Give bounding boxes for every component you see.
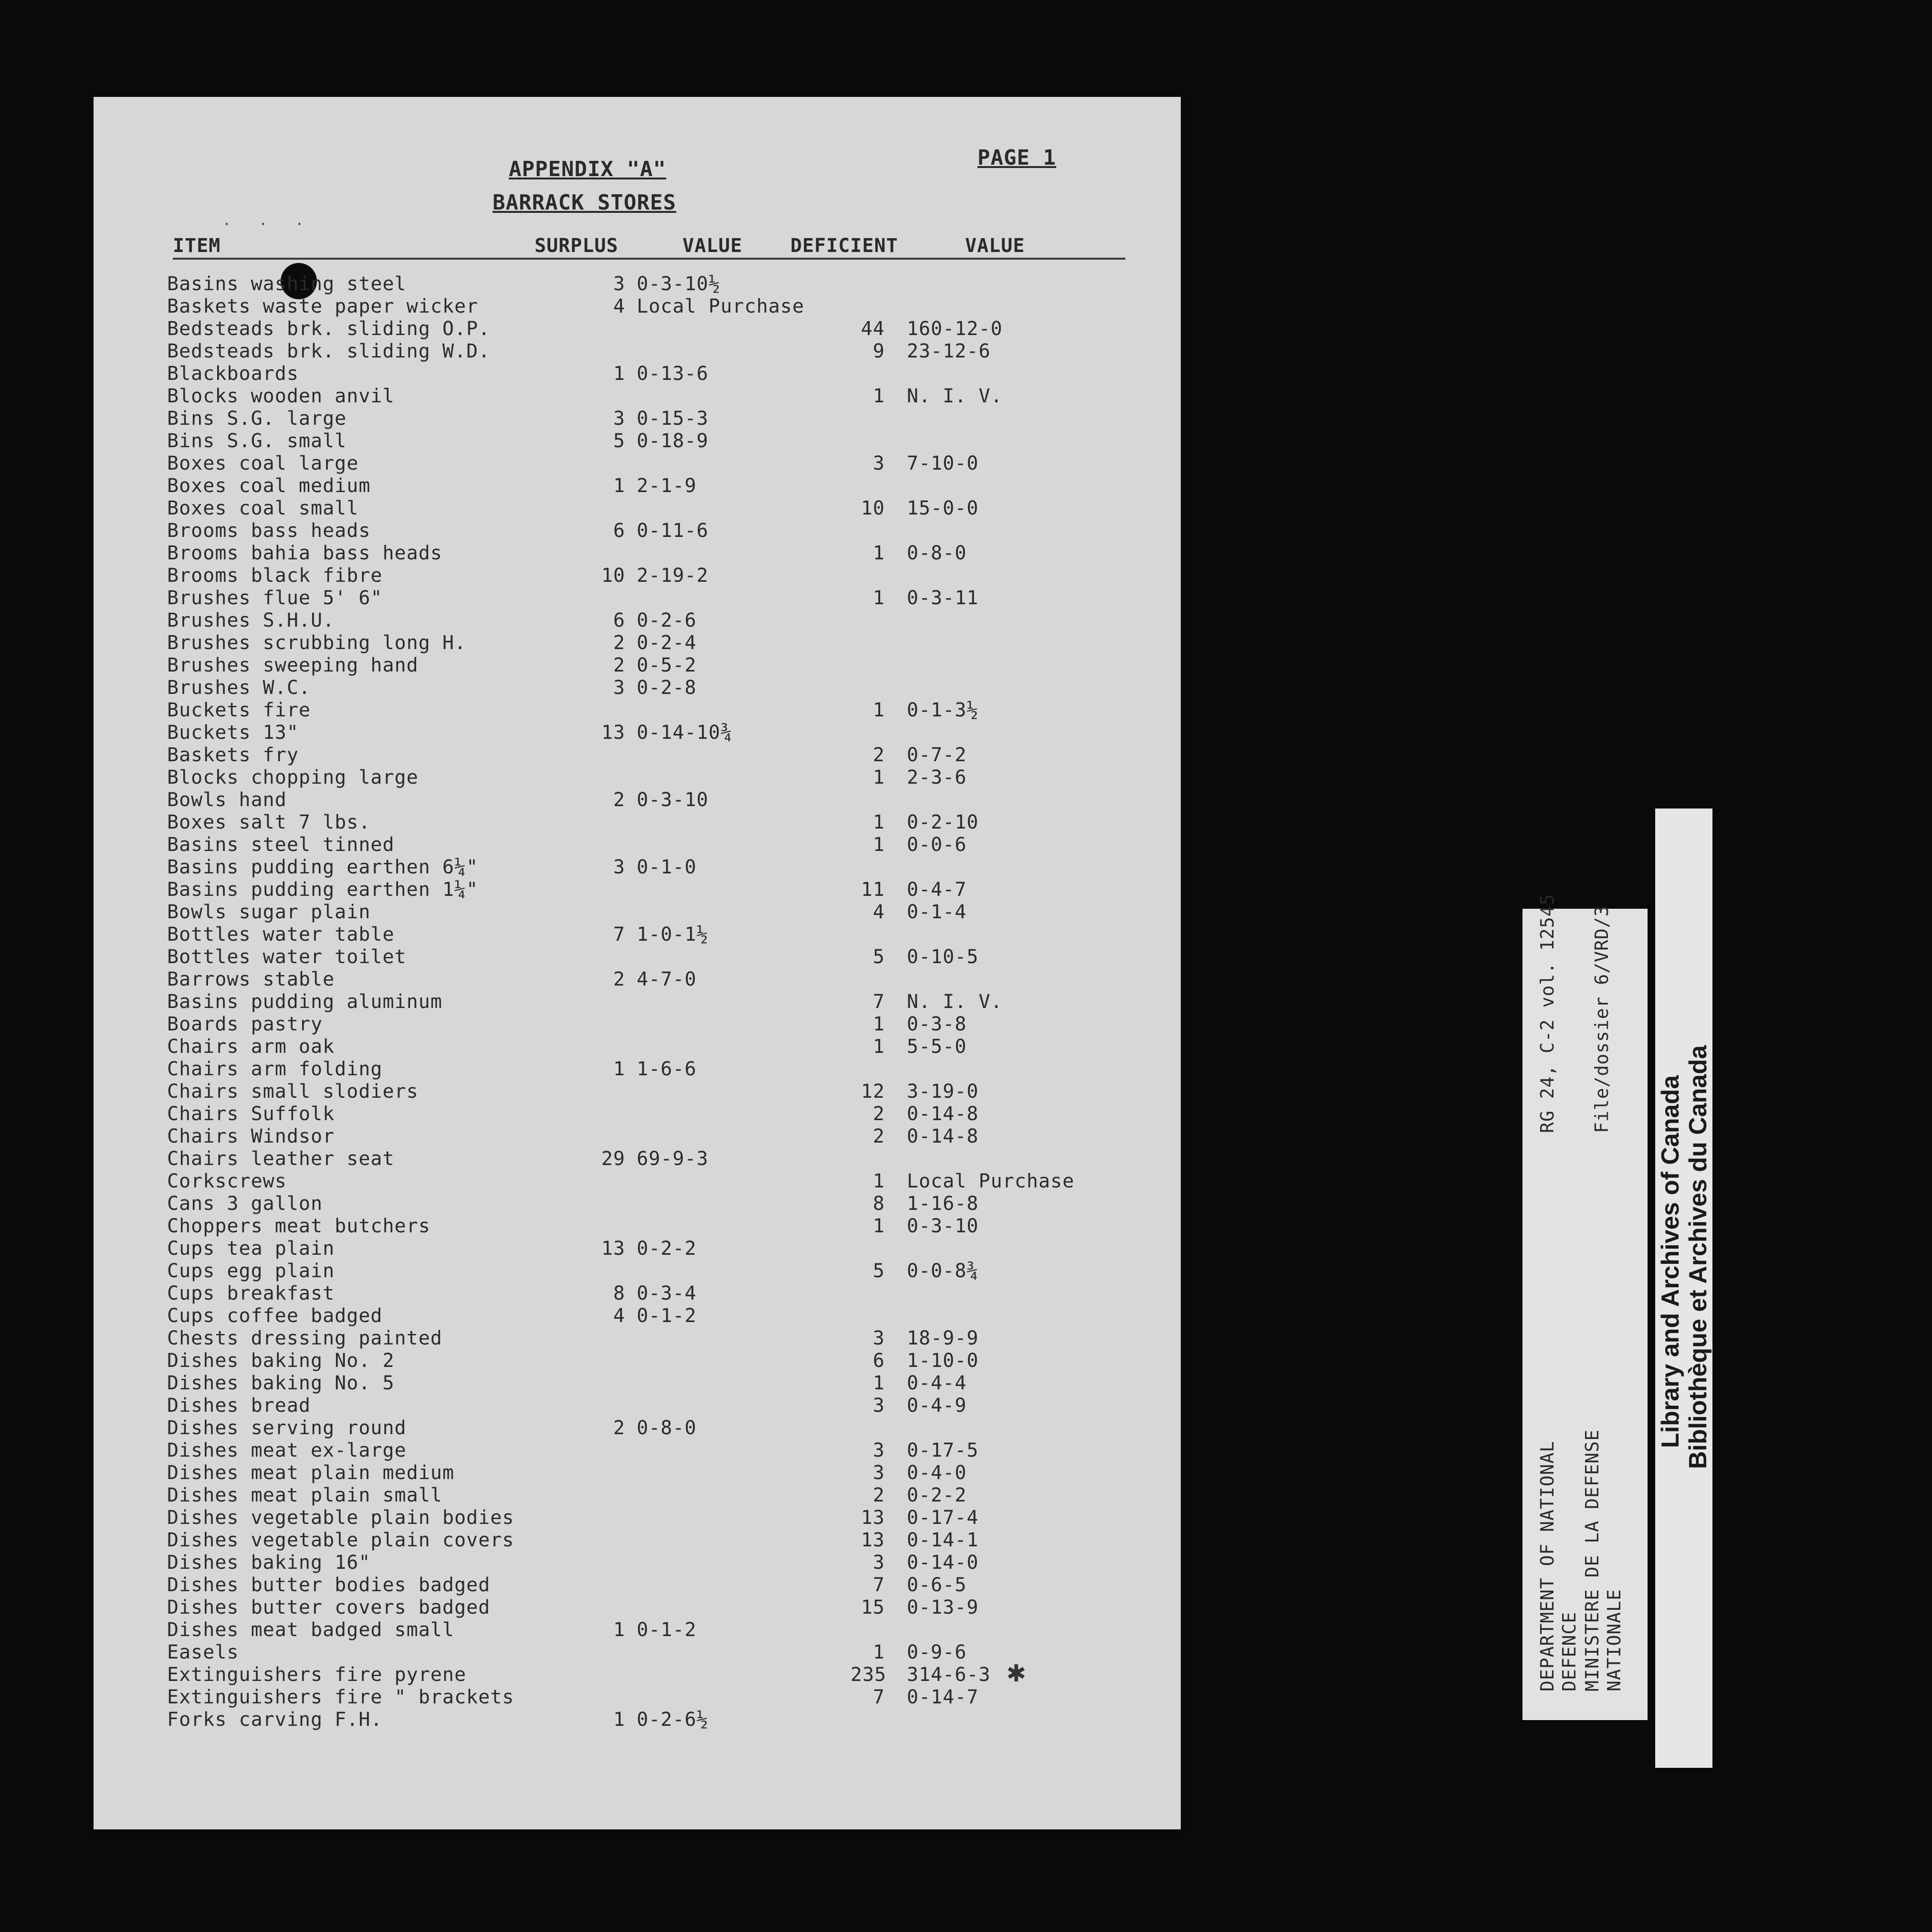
row-surplus-value: 0-11-6 (637, 520, 709, 542)
row-surplus: 3 (613, 856, 625, 878)
row-item: Choppers meat butchers (167, 1215, 430, 1237)
row-deficient: 1 (872, 1013, 885, 1035)
row-deficient-value: 0-9-6 (907, 1641, 967, 1663)
table-row (0, 1282, 1181, 1305)
table-row (0, 677, 1181, 699)
row-surplus-value: 1-0-1½ (637, 924, 709, 945)
column-header-deficient-value: VALUE (965, 235, 1025, 257)
row-deficient: 7 (872, 1686, 885, 1708)
department-line1: DEPARTMENT OF NATIONAL (1537, 1440, 1558, 1691)
row-surplus-value: 0-2-6½ (637, 1709, 709, 1731)
row-surplus: 1 (613, 1709, 625, 1731)
table-row (0, 1709, 1181, 1731)
table-row (0, 587, 1181, 609)
row-item: Forks carving F.H. (167, 1709, 383, 1731)
table-row (0, 1529, 1181, 1552)
table-row (0, 1036, 1181, 1058)
table-row (0, 1170, 1181, 1193)
reference-line2: File/dossier 6/VRD/3 (1591, 905, 1612, 1133)
table-row (0, 1596, 1181, 1619)
table-row (0, 1664, 1181, 1686)
row-deficient: 3 (872, 1462, 885, 1484)
table-row (0, 699, 1181, 722)
row-deficient-value: 160-12-0 (907, 318, 1003, 340)
table-row (0, 1619, 1181, 1641)
row-deficient: 1 (872, 587, 885, 609)
row-surplus-value: 0-2-8 (637, 677, 697, 699)
row-deficient: 2 (872, 1103, 885, 1125)
row-surplus-value: 2-19-2 (637, 565, 709, 587)
row-surplus-value: 0-2-4 (637, 632, 697, 654)
row-deficient: 4 (872, 901, 885, 923)
row-deficient-value: 0-4-7 (907, 879, 967, 901)
row-surplus-value: 1-6-6 (637, 1058, 697, 1080)
row-deficient: 235 (850, 1664, 887, 1686)
row-item: Bottles water toilet (167, 946, 407, 968)
row-item: Dishes meat plain small (167, 1484, 442, 1506)
row-surplus: 10 (601, 565, 625, 587)
paper-specks: · · · (222, 216, 314, 233)
row-item: Basins steel tinned (167, 834, 395, 856)
row-item: Bedsteads brk. sliding O.P. (167, 318, 491, 340)
table-row (0, 1439, 1181, 1462)
row-item: Bins S.G. large (167, 408, 347, 430)
row-item: Chairs arm oak (167, 1036, 335, 1058)
row-surplus: 5 (613, 430, 625, 452)
row-deficient-value: 1-10-0 (907, 1350, 979, 1372)
library-name-en: Library and Archives of Canada (1657, 1075, 1684, 1448)
row-surplus: 1 (613, 1058, 625, 1080)
row-deficient-value: 0-4-0 (907, 1462, 967, 1484)
row-deficient-value: 0-2-2 (907, 1484, 967, 1506)
row-item: Baskets fry (167, 744, 299, 766)
table-row (0, 901, 1181, 924)
table-row (0, 722, 1181, 744)
row-item: Chairs leather seat (167, 1148, 395, 1170)
row-item: Brushes scrubbing long H. (167, 632, 467, 654)
row-item: Bins S.G. small (167, 430, 347, 452)
row-deficient: 15 (861, 1596, 885, 1618)
row-item: Cups egg plain (167, 1260, 335, 1282)
row-deficient: 2 (872, 744, 885, 766)
row-surplus: 6 (613, 609, 625, 631)
row-deficient: 3 (872, 1439, 885, 1461)
row-surplus-value: 0-8-0 (637, 1417, 697, 1439)
column-header-surplus: SURPLUS (535, 235, 619, 257)
row-item: Dishes baking No. 2 (167, 1350, 395, 1372)
table-row (0, 1641, 1181, 1664)
row-deficient-value: N. I. V. (907, 385, 1003, 407)
row-item: Dishes bread (167, 1395, 311, 1417)
row-deficient-value: 0-4-9 (907, 1395, 967, 1417)
row-deficient-value: 0-14-8 (907, 1125, 979, 1147)
row-deficient-value: 0-7-2 (907, 744, 967, 766)
row-deficient: 10 (861, 497, 885, 519)
row-item: Buckets fire (167, 699, 311, 721)
row-deficient: 1 (872, 766, 885, 788)
row-deficient-value: 0-1-3½ (907, 699, 979, 721)
row-deficient: 7 (872, 991, 885, 1013)
row-deficient-value: 314-6-3 (907, 1664, 991, 1686)
row-item: Brushes W.C. (167, 677, 311, 699)
table-row (0, 1552, 1181, 1574)
row-deficient: 3 (872, 1327, 885, 1349)
reference-line1: RG 24, C-2 vol. 12545 (1537, 893, 1558, 1133)
row-item: Boxes coal small (167, 497, 359, 519)
table-row (0, 1058, 1181, 1081)
table-row (0, 1081, 1181, 1103)
row-item: Cups tea plain (167, 1238, 335, 1260)
row-deficient-value: 0-2-10 (907, 811, 979, 833)
table-row (0, 497, 1181, 520)
row-item: Extinguishers fire " brackets (167, 1686, 514, 1708)
row-deficient: 5 (872, 946, 885, 968)
row-deficient-value: 0-13-9 (907, 1596, 979, 1618)
row-deficient: 1 (872, 1036, 885, 1058)
row-item: Boxes coal large (167, 452, 359, 474)
row-deficient: 2 (872, 1125, 885, 1147)
row-surplus: 2 (613, 789, 625, 811)
row-surplus-value: Local Purchase (637, 295, 805, 317)
row-deficient: 1 (872, 542, 885, 564)
table-row (0, 632, 1181, 654)
row-deficient-value: 0-14-0 (907, 1552, 979, 1574)
row-deficient-value: 0-3-11 (907, 587, 979, 609)
row-surplus: 8 (613, 1282, 625, 1304)
row-deficient: 3 (872, 1395, 885, 1417)
row-surplus: 6 (613, 520, 625, 542)
table-row (0, 924, 1181, 946)
department-line3: MINISTERE DE LA DEFENSE (1582, 1429, 1603, 1691)
table-row (0, 968, 1181, 991)
column-header-surplus-value: VALUE (682, 235, 743, 257)
row-surplus: 2 (613, 968, 625, 990)
row-item: Bowls sugar plain (167, 901, 371, 923)
row-surplus: 3 (613, 677, 625, 699)
row-item: Basins pudding aluminum (167, 991, 442, 1013)
document-title: APPENDIX "A" (509, 157, 666, 181)
row-deficient: 12 (861, 1081, 885, 1102)
row-item: Chairs arm folding (167, 1058, 383, 1080)
row-surplus: 2 (613, 632, 625, 654)
row-surplus: 1 (613, 363, 625, 385)
row-deficient-value: 0-14-1 (907, 1529, 979, 1551)
table-row (0, 430, 1181, 452)
row-deficient-value: 0-14-7 (907, 1686, 979, 1708)
row-deficient-value: 0-0-8¾ (907, 1260, 979, 1282)
table-row (0, 1395, 1181, 1417)
table-row (0, 1417, 1181, 1439)
table-row (0, 856, 1181, 879)
row-deficient-value: 0-3-10 (907, 1215, 979, 1237)
table-row (0, 273, 1181, 295)
row-deficient-value: 0-1-4 (907, 901, 967, 923)
row-item: Bottles water table (167, 924, 395, 945)
row-deficient: 5 (872, 1260, 885, 1282)
row-item: Brooms bahia bass heads (167, 542, 442, 564)
row-item: Brooms bass heads (167, 520, 371, 542)
row-surplus-value: 0-13-6 (637, 363, 709, 385)
row-item: Brooms black fibre (167, 565, 383, 587)
column-header-deficient: DEFICIENT (790, 235, 898, 257)
row-item: Brushes flue 5' 6" (167, 587, 383, 609)
row-deficient-value: 0-17-4 (907, 1507, 979, 1529)
row-surplus: 3 (613, 273, 625, 295)
row-deficient: 7 (872, 1574, 885, 1596)
row-deficient-value: 15-0-0 (907, 497, 979, 519)
table-row (0, 452, 1181, 475)
archive-label-card (1522, 893, 1648, 1720)
table-row (0, 1193, 1181, 1215)
row-item: Dishes butter bodies badged (167, 1574, 491, 1596)
row-surplus: 1 (613, 1619, 625, 1641)
archive-library-strip (1655, 808, 1712, 1768)
row-surplus-value: 0-3-4 (637, 1282, 697, 1304)
table-row (0, 991, 1181, 1013)
row-item: Buckets 13" (167, 722, 299, 744)
row-item: Brushes S.H.U. (167, 609, 335, 631)
table-row (0, 1350, 1181, 1372)
row-item: Dishes butter covers badged (167, 1596, 491, 1618)
row-item: Barrows stable (167, 968, 335, 990)
row-item: Cups coffee badged (167, 1305, 383, 1327)
row-surplus-value: 0-18-9 (637, 430, 709, 452)
row-deficient: 1 (872, 1170, 885, 1192)
row-item: Basins pudding earthen 6¼" (167, 856, 479, 878)
row-item: Boards pastry (167, 1013, 323, 1035)
table-row (0, 1103, 1181, 1125)
table-row (0, 744, 1181, 766)
table-row (0, 1238, 1181, 1260)
row-item: Boxes coal medium (167, 475, 371, 497)
row-item: Chairs Suffolk (167, 1103, 335, 1125)
row-item: Boxes salt 7 lbs. (167, 811, 371, 833)
table-row (0, 609, 1181, 632)
table-row (0, 340, 1181, 363)
row-deficient: 1 (872, 811, 885, 833)
row-surplus-value: 0-2-6 (637, 609, 697, 631)
row-item: Blocks chopping large (167, 766, 419, 788)
row-deficient-value: 0-17-5 (907, 1439, 979, 1461)
table-row (0, 946, 1181, 968)
row-surplus-value: 2-1-9 (637, 475, 697, 497)
table-row (0, 1574, 1181, 1596)
row-deficient-value: 5-5-0 (907, 1036, 967, 1058)
table-row (0, 1462, 1181, 1484)
row-item: Dishes meat ex-large (167, 1439, 407, 1461)
row-deficient: 6 (872, 1350, 885, 1372)
row-deficient: 9 (872, 340, 885, 362)
row-deficient: 11 (861, 879, 885, 901)
row-item: Blackboards (167, 363, 299, 385)
row-deficient-value: 0-14-8 (907, 1103, 979, 1125)
row-surplus: 7 (613, 924, 625, 945)
document-subtitle: BARRACK STORES (493, 190, 676, 215)
row-deficient: 8 (872, 1193, 885, 1215)
row-deficient: 3 (872, 1552, 885, 1574)
row-item: Chests dressing painted (167, 1327, 442, 1349)
row-deficient-value: 3-19-0 (907, 1081, 979, 1102)
row-surplus-value: 0-1-0 (637, 856, 697, 878)
row-deficient-value: 7-10-0 (907, 452, 979, 474)
row-deficient-value: 0-3-8 (907, 1013, 967, 1035)
table-row (0, 1148, 1181, 1170)
row-surplus-value: 0-1-2 (637, 1305, 697, 1327)
row-deficient: 1 (872, 1215, 885, 1237)
row-deficient: 2 (872, 1484, 885, 1506)
table-row (0, 1013, 1181, 1036)
row-surplus-value: 69-9-3 (637, 1148, 709, 1170)
row-deficient-value: 0-6-5 (907, 1574, 967, 1596)
row-deficient-value: 0-0-6 (907, 834, 967, 856)
row-surplus-value: 0-3-10 (637, 789, 709, 811)
table-row (0, 811, 1181, 834)
row-deficient-value: 0-4-4 (907, 1372, 967, 1394)
row-item: Extinguishers fire pyrene (167, 1664, 467, 1686)
row-item: Brushes sweeping hand (167, 654, 419, 676)
table-row (0, 363, 1181, 385)
table-row (0, 385, 1181, 408)
row-item: Corkscrews (167, 1170, 287, 1192)
row-item: Blocks wooden anvil (167, 385, 395, 407)
row-item: Bowls hand (167, 789, 287, 811)
table-row (0, 1305, 1181, 1327)
row-deficient: 13 (861, 1507, 885, 1529)
row-item: Bedsteads brk. sliding W.D. (167, 340, 491, 362)
row-deficient-value: 23-12-6 (907, 340, 991, 362)
table-row (0, 1372, 1181, 1395)
table-row (0, 1260, 1181, 1282)
row-surplus-value: 0-3-10½ (637, 273, 721, 295)
table-row (0, 1507, 1181, 1529)
row-surplus-value: 0-15-3 (637, 408, 709, 430)
row-surplus: 29 (601, 1148, 625, 1170)
row-deficient-value: 18-9-9 (907, 1327, 979, 1349)
row-item: Dishes meat badged small (167, 1619, 454, 1641)
table-row (0, 1484, 1181, 1507)
row-deficient-value: 0-10-5 (907, 946, 979, 968)
row-item: Dishes vegetable plain covers (167, 1529, 514, 1551)
table-row (0, 1686, 1181, 1709)
row-surplus-value: 0-2-2 (637, 1238, 697, 1260)
department-line4: NATIONALE (1604, 1589, 1625, 1691)
library-name-fr: Bibliothèque et Archives du Canada (1684, 1045, 1712, 1469)
row-deficient: 44 (861, 318, 885, 340)
table-row (0, 789, 1181, 811)
row-item: Basins pudding earthen 1¼" (167, 879, 479, 901)
table-row (0, 295, 1181, 318)
table-row (0, 318, 1181, 340)
row-item: Dishes meat plain medium (167, 1462, 454, 1484)
row-surplus: 4 (613, 1305, 625, 1327)
row-surplus: 1 (613, 475, 625, 497)
page-label: PAGE 1 (977, 146, 1056, 170)
row-surplus: 13 (601, 722, 625, 744)
row-surplus-value: 0-14-10¾ (637, 722, 733, 744)
row-item: Dishes baking 16" (167, 1552, 371, 1574)
row-surplus: 3 (613, 408, 625, 430)
row-deficient-value: 0-8-0 (907, 542, 967, 564)
table-row (0, 654, 1181, 677)
row-item: Cups breakfast (167, 1282, 335, 1304)
row-deficient-value: 1-16-8 (907, 1193, 979, 1215)
row-item: Baskets waste paper wicker (167, 295, 479, 317)
row-item: Easels (167, 1641, 239, 1663)
table-row (0, 520, 1181, 542)
row-deficient-value: N. I. V. (907, 991, 1003, 1013)
row-surplus: 13 (601, 1238, 625, 1260)
table-row (0, 408, 1181, 430)
table-row (0, 1215, 1181, 1238)
row-deficient: 1 (872, 1641, 885, 1663)
row-item: Dishes baking No. 5 (167, 1372, 395, 1394)
row-item: Chairs Windsor (167, 1125, 335, 1147)
row-item: Basins washing steel (167, 273, 407, 295)
row-surplus: 4 (613, 295, 625, 317)
table-row (0, 834, 1181, 856)
row-surplus: 2 (613, 1417, 625, 1439)
department-line2: DEFENCE (1559, 1611, 1580, 1691)
row-deficient: 1 (872, 1372, 885, 1394)
table-row (0, 1327, 1181, 1350)
table-row (0, 565, 1181, 587)
header-rule (173, 258, 1125, 260)
row-deficient: 1 (872, 834, 885, 856)
row-deficient: 1 (872, 385, 885, 407)
table-row (0, 475, 1181, 497)
table-row (0, 879, 1181, 901)
row-deficient-value: Local Purchase (907, 1170, 1075, 1192)
table-row (0, 542, 1181, 565)
row-item: Chairs small slodiers (167, 1081, 419, 1102)
row-item: Dishes vegetable plain bodies (167, 1507, 514, 1529)
row-deficient: 1 (872, 699, 885, 721)
table-row (0, 1125, 1181, 1148)
row-surplus-value: 0-5-2 (637, 654, 697, 676)
row-deficient: 13 (861, 1529, 885, 1551)
column-header-item: ITEM (173, 235, 221, 257)
row-surplus-value: 0-1-2 (637, 1619, 697, 1641)
row-surplus: 2 (613, 654, 625, 676)
row-deficient-value: 2-3-6 (907, 766, 967, 788)
row-item: Cans 3 gallon (167, 1193, 323, 1215)
table-row (0, 766, 1181, 789)
asterisk-mark: ✱ (1007, 1654, 1026, 1689)
row-deficient: 3 (872, 452, 885, 474)
row-item: Dishes serving round (167, 1417, 407, 1439)
row-surplus-value: 4-7-0 (637, 968, 697, 990)
